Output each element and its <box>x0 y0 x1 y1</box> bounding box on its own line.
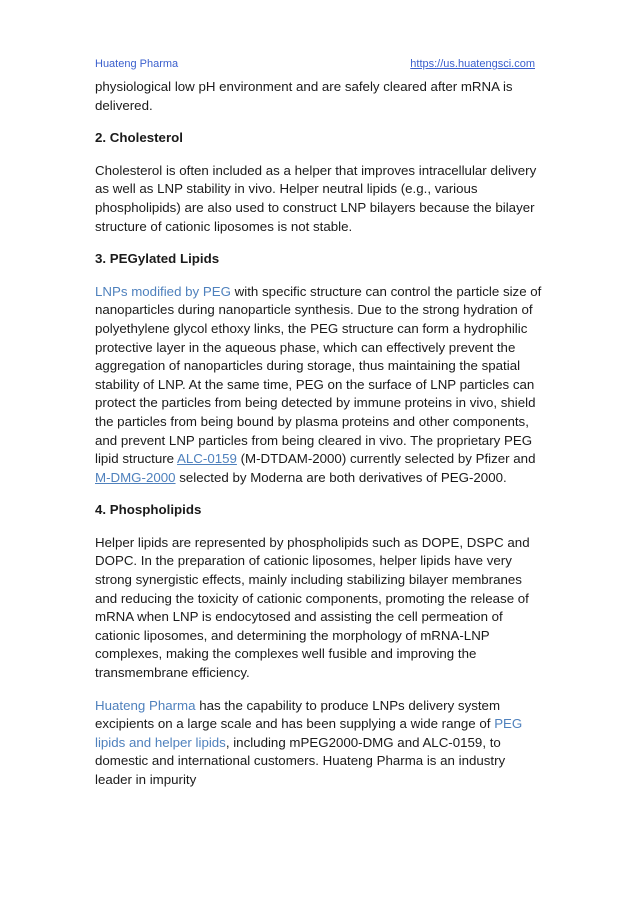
peg-text-3: selected by Moderna are both derivatives of PEG-2000. <box>175 469 507 485</box>
phospholipids-paragraph: Helper lipids are represented by phospholipids such as DOPE, DSPC and DOPC. In the preparation of cationic liposomes, helper lipids have very strong synergistic effects, mainly including stabilizing bilayer membranes and reducing the toxicity of cationic components, promoting the release of mRNA when LNP is endocytosed and assisting the cell permeation of cationic liposomes, and determining the morphology of mRNA-LNP complexes, making the complexes well fusible and improving the transmembrane efficiency. <box>95 534 530 681</box>
closing-paragraph <box>95 697 545 790</box>
document-body <box>95 78 545 790</box>
peg-text-1: with specific structure can control the particle size of nanoparticles during nanoparticle synthesis. Due to the strong hydration of polyethylene glycol ethoxy links, the PEG structure can form a hydrophilic protective layer in the aqueous phase, which can effectively prevent the aggregation of nanoparticles during storage, thus maintaining the spatial stability of LNP. At the same time, PEG on the surface of LNP particles can protect the particles from being detected by immune proteins in vivo, shield the particles from being bound by plasma proteins and other components, and prevent LNP particles from being cleared in vivo. The proprietary PEG lipid structure <box>95 283 542 467</box>
peg-paragraph <box>95 283 545 488</box>
intro-paragraph: physiological low pH environment and are safely cleared after mRNA is delivered. <box>95 79 513 113</box>
cholesterol-heading: 2. Cholesterol <box>95 130 183 146</box>
closing-text-1: has the capability to produce LNPs delivery system excipients on a large scale and has been supplying a wide range of <box>95 697 501 732</box>
page-header <box>95 58 535 74</box>
lnps-peg-link[interactable]: LNPs modified by PEG <box>95 283 231 299</box>
header-url-link[interactable]: https://us.huatengsci.com <box>410 58 535 70</box>
closing-text-2: , including mPEG2000-DMG and ALC-0159, to domestic and international customers. Huateng Pharma is an industry leader in impurity <box>95 734 506 787</box>
alc-0159-link[interactable]: ALC-0159 <box>177 451 237 467</box>
m-dmg-2000-link[interactable]: M-DMG-2000 <box>95 469 176 485</box>
phospholipids-heading: 4. Phospholipids <box>95 502 202 518</box>
huateng-pharma-link[interactable]: Huateng Pharma <box>95 697 196 713</box>
header-company: Huateng Pharma <box>95 58 179 70</box>
peg-text-2: (M-DTDAM-2000) currently selected by Pfizer and <box>236 451 536 467</box>
peg-heading: 3. PEGylated Lipids <box>95 251 220 267</box>
cholesterol-paragraph: Cholesterol is often included as a helper that improves intracellular delivery as well as LNP stability in vivo. Helper neutral lipids (e.g., various phospholipids) are also used to construct LNP bilayers because the bilayer structure of cationic liposomes is not stable. <box>95 162 537 234</box>
peg-lipids-link[interactable]: PEG lipids and helper lipids <box>95 716 523 750</box>
